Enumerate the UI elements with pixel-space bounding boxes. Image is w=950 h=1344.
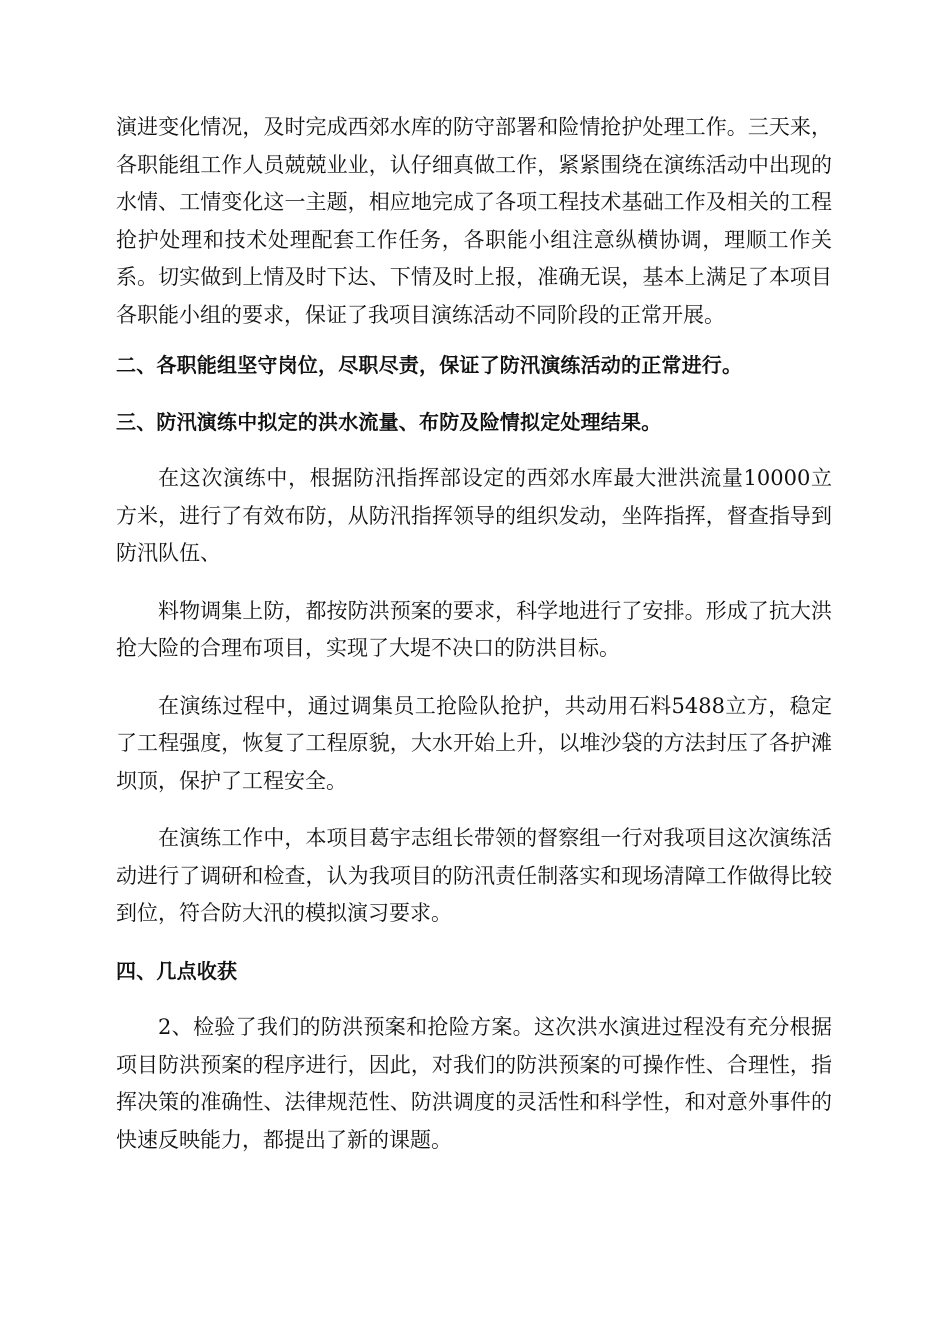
paragraph-plan-verification: 2、检验了我们的防洪预案和抢险方案。这次洪水演进过程没有充分根据项目防洪预案的程序进行，因此，对我们的防洪预案的可操作性、合理性，指挥决策的准确性、法律规范性、防洪调度的灵活性和科学性，和对意外事件的快速反映能力，都提出了新的课题。	[116, 1015, 832, 1152]
section-heading-two: 二、各职能组坚守岗位，尽职尽责，保证了防汛演练活动的正常进行。	[116, 353, 743, 377]
paragraph-emergency-rescue: 在演练过程中，通过调集员工抢险队抢护，共动用石料5488立方，稳定了工程强度，恢复了工程原貌，大水开始上升，以堆沙袋的方法封压了各护滩坝顶，保护了工程安全。	[116, 693, 832, 793]
paragraph-flood-deployment: 在这次演练中，根据防汛指挥部设定的西郊水库最大泄洪流量10000立方米，进行了有效布防，从防汛指挥领导的组织发动，坐阵指挥，督查指导到防汛队伍、	[116, 466, 832, 565]
section-heading-three: 三、防汛演练中拟定的洪水流量、布防及险情拟定处理结果。	[116, 409, 662, 434]
paragraph-material-dispatch: 料物调集上防，都按防洪预案的要求，科学地进行了安排。形成了抗大洪抢大险的合理布项目，实现了大堤不决口的防洪目标。	[116, 598, 832, 660]
paragraph-inspection: 在演练工作中，本项目葛宇志组长带领的督察组一行对我项目这次演练活动进行了调研和检查，认为我项目的防汛责任制落实和现场清障工作做得比较到位，符合防大汛的模拟演习要求。	[116, 826, 832, 925]
section-heading-four: 四、几点收获	[116, 958, 238, 983]
paragraph-drill-progress: 演进变化情况，及时完成西郊水库的防守部署和险情抢护处理工作。三天来，各职能组工作人员兢兢业业，认仔细真做工作，紧紧围绕在演练活动中出现的水情、工情变化这一主题，相应地完成了各项工程技术基础工作及相关的工程抢护处理和技术处理配套工作任务，各职能小组注意纵横协调，理顺工作关系。切实做到上情及时下达、下情及时上报，准确无误，基本上满足了本项目各职能小组的要求，保证了我项目演练活动不同阶段的正常开展。	[116, 115, 832, 327]
document-body	[116, 109, 832, 1159]
